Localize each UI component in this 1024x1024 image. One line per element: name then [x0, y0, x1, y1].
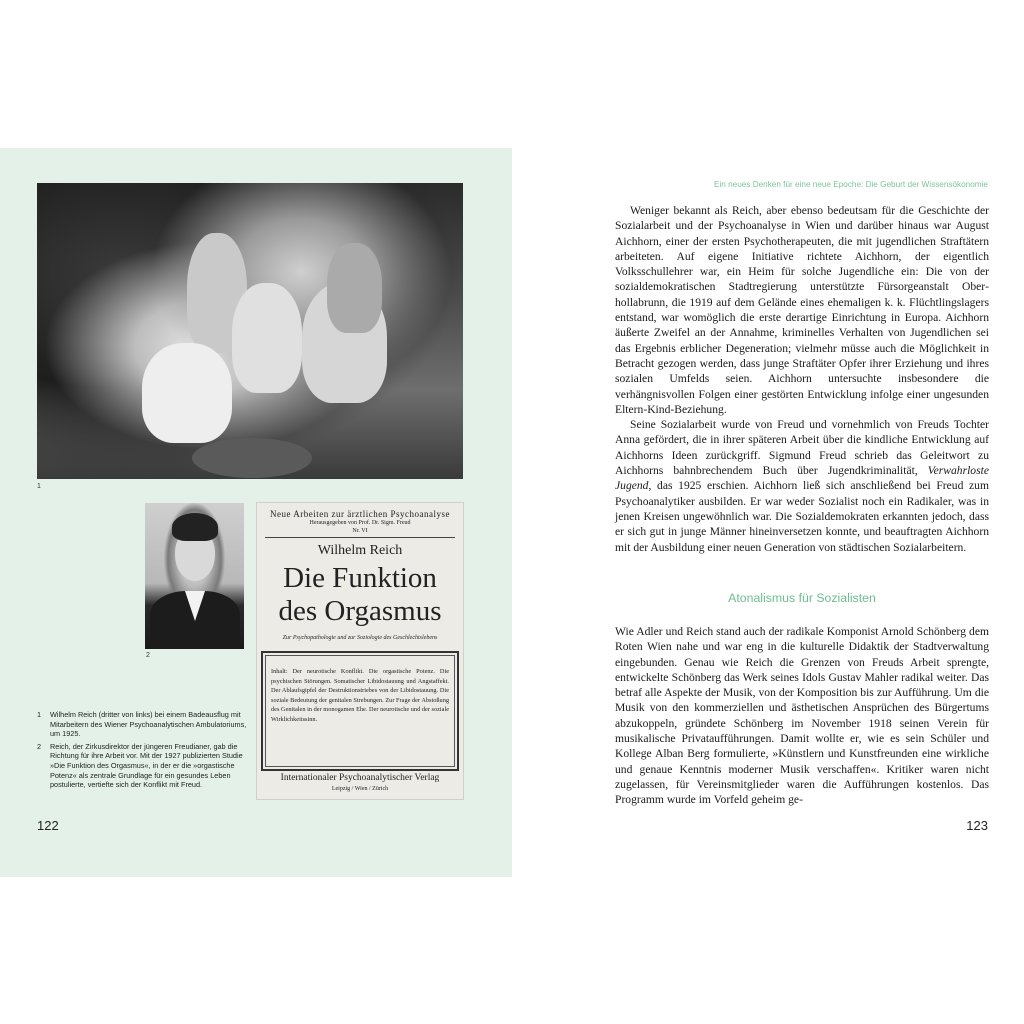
body-text-top — [615, 203, 989, 555]
caption-2 — [37, 742, 252, 790]
body-text-bottom — [615, 624, 989, 808]
dog-silhouette — [192, 438, 312, 478]
figure-captions — [37, 710, 252, 793]
page-number-right: 123 — [966, 818, 988, 833]
paragraph: Seine Sozialarbeit wurde von Freud und vornehmlich von Freuds Tochter Anna gefördert, die in ihrer späteren Arbeit über die kindliche Entwicklung auf Aichhorns Ideen zurückgriff. Sigmund Freud schrieb das Geleitwort zu Aichhorns bahnbrechendem Buch über Jugendkriminalität, Verwahrloste Jugend, das 1925 erschien. Aichhorn ließ sich anschließend bei Freud zum Psychoanalytiker ausbilden. Er war weder Sozialist noch ein Radikaler, was in jenen Kreisen ungewöhnlich war. Die Sozialdemokraten erkannten jedoch, dass er sich gut in junge Männer hineinversetzen konnte, und beauftragten Aichhorn mit der Ausbildung einer neuen Generation von städtischen Sozialarbeitern. — [615, 418, 989, 554]
caption-number: 1 — [37, 710, 42, 719]
book-title-reference: Verwahrloste Jugend — [615, 464, 989, 493]
book-title-line2: des Orgasmus — [278, 595, 442, 627]
paragraph: Weniger bekannt als Reich, aber ebenso bedeutsam für die Geschichte der Sozialarbeit und der Psychoanalyse in Wien und darüber hinaus war August Aichhorn, einer der ersten Psychotherapeuten, die mit jugendlichen Straftätern arbeiteten. Auf eigene Initiative richtete Aichhorn, der eigentlich Volksschullehrer war, ein Heim für solche Jugendliche ein: Die von der sozialdemokratischen Stadtregierung unterstützte Fürsorgeanstalt Oberhollabrunn, die 1919 auf dem Gelände eines ehemaligen k. k. Flüchtlingslagers entstand, war womöglich die erste derartige Einrichtung in Europa. Aichhorn äußerte Zweifel an der Annahme, kriminelles Verhalten von Jugendlichen sei das Ergebnis erblicher Degeneration; vielmehr müsse auch die Möglichkeit in Betracht gezogen werden, dass junge Straftäter Opfer ihrer Erziehung und ihres sozialen Umfelds seien. Aichhorn untersuchte insbesondere die verhängnisvollen Folgen einer gestörten Entwicklung infolge einer ungesunden Eltern-Kind-Beziehung. — [615, 204, 989, 416]
figure-silhouette — [327, 243, 382, 333]
book-publisher: Internationaler Psychoanalytischer Verlag — [280, 773, 440, 783]
paragraph: Wie Adler und Reich stand auch der radikale Komponist Arnold Schönberg dem Roten Wien nahe und war eng in die kulturelle Didaktik der Stadtverwaltung eingebunden. Genau wie Reich die Grenzen von Freuds Arbeit sprengte, entwickelte Schönberg das Werk seines Idols Gustav Mahler radikal weiter. Das betraf alle Aspekte der Musik, von der Komposition bis zur Aufführung. Um die Musik von den kommerziellen und ästhetischen Ansprüchen des Bürgertums abzukoppeln, gründete Schönberg im November 1918 seinen Verein für musikalische Privataufführungen. Damit wollte er, wie es sein Schüler und Kollege Alban Berg formulierte, »Künstlern und Kunstfreunden eine wirkliche und genaue Kenntnis moderner Musik verschaffen«. Kritiker waren nicht zugelassen, für Vereinsmitglieder waren die Aufführungen kostenlos. Das Programm wurde im Vorfeld geheim ge- — [615, 625, 989, 807]
caption-number: 2 — [37, 741, 42, 751]
book-editor: Herausgegeben von Prof. Dr. Sigm. Freud — [309, 520, 411, 526]
caption-1 — [37, 710, 252, 739]
book-cover — [256, 502, 464, 800]
running-head: Ein neues Denken für eine neue Epoche: Die Geburt der Wissensökonomie — [714, 180, 988, 189]
page-number-left: 122 — [37, 818, 59, 833]
bathing-group-photo — [37, 183, 463, 479]
figure-number-2: 2 — [146, 652, 150, 659]
wilhelm-reich-portrait — [145, 503, 244, 649]
figure-silhouette — [142, 343, 232, 443]
book-series: Neue Arbeiten zur ärztlichen Psychoanalyse — [270, 509, 450, 519]
book-title-line1: Die Funktion — [283, 562, 437, 594]
book-contents: Inhalt: Der neurotische Konflikt. Die orgastische Potenz. Die psychischen Störungen. Somatischer Libidostauung und Angstaffekt. Der Ablaufsgipfel der Destruktionstriebes von der Libidostauung. Die soziale Bedeutung der genitalen Strebungen. Zur Frage der Abstoßung des Genitalen in der monogamen Ehe. Der neurotische und der soziale Wirklichkeitssinn. — [271, 668, 449, 723]
book-author: Wilhelm Reich — [317, 543, 403, 558]
caption-text: Wilhelm Reich (dritter von links) bei einem Badeausflug mit Mitarbeitern des Wiener Psychoanalytischen Ambulatoriums, um 1925. — [50, 710, 247, 739]
portrait-hair — [172, 513, 218, 541]
caption-text: Reich, der Zirkusdirektor der jüngeren Freudianer, gab die Richtung für ihre Arbeit vor. Mit der 1927 publizierten Studie »Die Funktion des Orgasmus«, in der er die »orgastische Potenz« als zentrale Grundlage für ein gesundes Leben postulierte, vertiefte sich der Konflikt mit Freud. — [50, 741, 243, 790]
book-subtitle: Zur Psychopathologie und zur Soziologie des Geschlechtslebens — [282, 635, 438, 641]
section-subheading: Atonalismus für Sozialisten — [728, 591, 876, 605]
book-contents-box — [261, 651, 459, 771]
book-places: Leipzig / Wien / Zürich — [331, 786, 389, 792]
figure-number-1: 1 — [37, 483, 41, 490]
book-rule — [265, 537, 455, 538]
figure-silhouette — [232, 283, 302, 393]
book-number: Nr. VI — [352, 528, 368, 534]
